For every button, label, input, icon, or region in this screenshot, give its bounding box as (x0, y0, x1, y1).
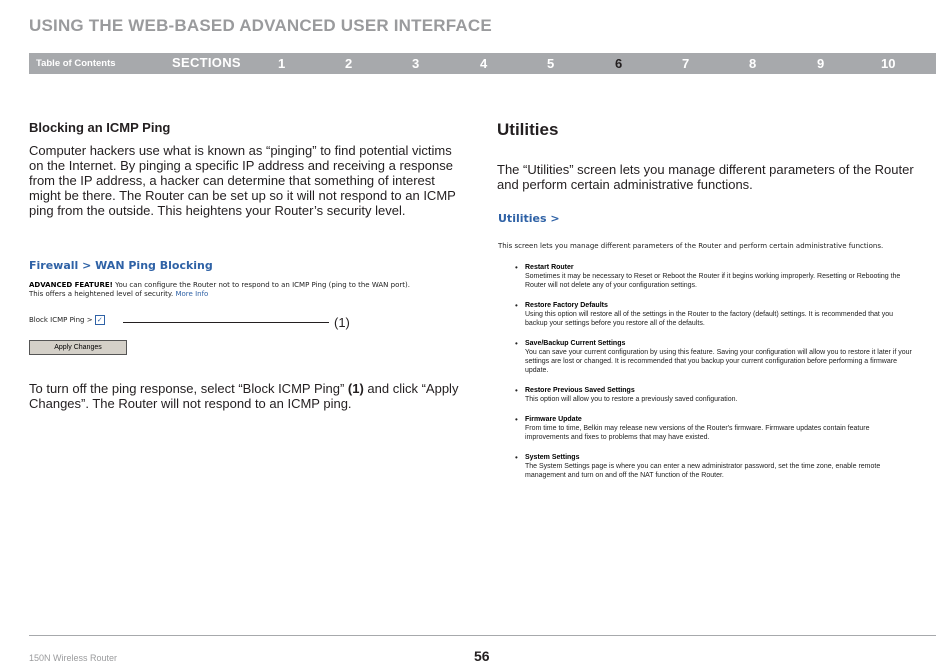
utilities-intro-paragraph: The “Utilities” screen lets you manage different parameters of the Router and perform certain administrative functions. (497, 162, 914, 192)
outro-text-b: and click “Apply Changes”. The Router will not respond to an ICMP ping. (29, 381, 459, 411)
icmp-heading: Blocking an ICMP Ping (29, 120, 171, 135)
sections-label: SECTIONS (172, 55, 241, 70)
section-link-6[interactable]: 6 (615, 56, 623, 71)
section-link-2[interactable]: 2 (345, 56, 353, 71)
block-icmp-label: Block ICMP Ping > (29, 316, 93, 324)
outro-callout-ref: (1) (347, 381, 364, 396)
advanced-feature-desc: You can configure the Router not to respond to an ICMP Ping (ping to the WAN port). (112, 281, 410, 289)
section-link-3[interactable]: 3 (412, 56, 420, 71)
footer-divider (29, 635, 936, 636)
list-item-text: The System Settings page is where you can enter a new administrator password, set the time zone, enable remote management and turn on and off the NAT function of the Router. (525, 463, 881, 479)
page-header-title: USING THE WEB-BASED ADVANCED USER INTERFACE (29, 16, 492, 35)
right-column (497, 120, 937, 192)
list-item (513, 263, 913, 290)
utilities-screenshot (498, 212, 918, 251)
callout-line (123, 322, 329, 323)
apply-changes-button[interactable]: Apply Changes (29, 340, 127, 355)
section-link-7[interactable]: 7 (682, 56, 690, 71)
utilities-heading: Utilities (497, 120, 559, 139)
advanced-feature-label: ADVANCED FEATURE! (29, 281, 113, 289)
firmware-update-link[interactable]: Firmware Update (525, 416, 582, 423)
restore-saved-settings-link[interactable]: Restore Previous Saved Settings (525, 387, 635, 394)
list-item-text: From time to time, Belkin may release new versions of the Router's firmware. Firmware updates contain feature improvements and fixes to problems that may have existed. (525, 425, 870, 441)
utilities-screenshot-intro: This screen lets you manage different parameters of the Router and perform certain administrative functions. (498, 242, 884, 250)
block-icmp-checkbox[interactable]: ✓ (95, 315, 105, 325)
list-item-text: Sometimes it may be necessary to Reset or Reboot the Router if it begins working improperly. Resetting or Rebooting the Router will not delete any of your configuration settings. (525, 273, 901, 289)
more-info-link[interactable]: More Info (175, 290, 209, 298)
list-item-text: You can save your current configuration by using this feature. Saving your configuration will allow you to restore it later if your settings are lost or changed. It is recommended that you backup your current configuration before performing a firmware update. (525, 349, 912, 374)
save-backup-settings-link[interactable]: Save/Backup Current Settings (525, 340, 626, 347)
left-column (29, 120, 469, 218)
section-link-5[interactable]: 5 (547, 56, 555, 71)
list-item (513, 415, 913, 442)
callout-label: (1) (334, 315, 350, 330)
page-number: 56 (474, 648, 490, 664)
utilities-list (513, 263, 913, 491)
list-item-text: This option will allow you to restore a previously saved configuration. (525, 396, 738, 403)
utilities-screenshot-title: Utilities > (498, 212, 560, 225)
footer-product-name: 150N Wireless Router (29, 653, 118, 663)
section-link-9[interactable]: 9 (817, 56, 825, 71)
list-item (513, 301, 913, 328)
wan-ping-screenshot (29, 259, 459, 325)
restore-factory-defaults-link[interactable]: Restore Factory Defaults (525, 302, 608, 309)
list-item (513, 386, 913, 404)
table-of-contents-link[interactable]: Table of Contents (36, 58, 116, 69)
section-link-4[interactable]: 4 (480, 56, 488, 71)
icmp-outro-paragraph (29, 381, 469, 411)
section-link-8[interactable]: 8 (749, 56, 757, 71)
advanced-feature-desc-2: This offers a heightened level of security. (29, 290, 176, 298)
system-settings-link[interactable]: System Settings (525, 454, 580, 461)
advanced-feature-text (29, 281, 459, 299)
list-item (513, 453, 913, 480)
wan-ping-title: Firewall > WAN Ping Blocking (29, 259, 213, 272)
section-link-10[interactable]: 10 (881, 56, 896, 71)
section-navbar (29, 53, 936, 74)
icmp-intro-paragraph: Computer hackers use what is known as “pinging” to find potential victims on the Internet. By pinging a specific IP address and receiving a response from the IP address, a hacker can determine that something of interest might be there. The Router can be set up so it will not respond to an ICMP ping from the outside. This heightens your Router’s security level. (29, 143, 456, 218)
list-item (513, 339, 913, 375)
section-link-1[interactable]: 1 (278, 56, 286, 71)
restart-router-link[interactable]: Restart Router (525, 264, 574, 271)
outro-text-a: To turn off the ping response, select “Block ICMP Ping” (29, 381, 348, 396)
list-item-text: Using this option will restore all of the settings in the Router to the factory (default) settings. It is recommended that you backup your settings before you restore all of the defaults. (525, 311, 894, 327)
block-icmp-row (29, 315, 459, 325)
